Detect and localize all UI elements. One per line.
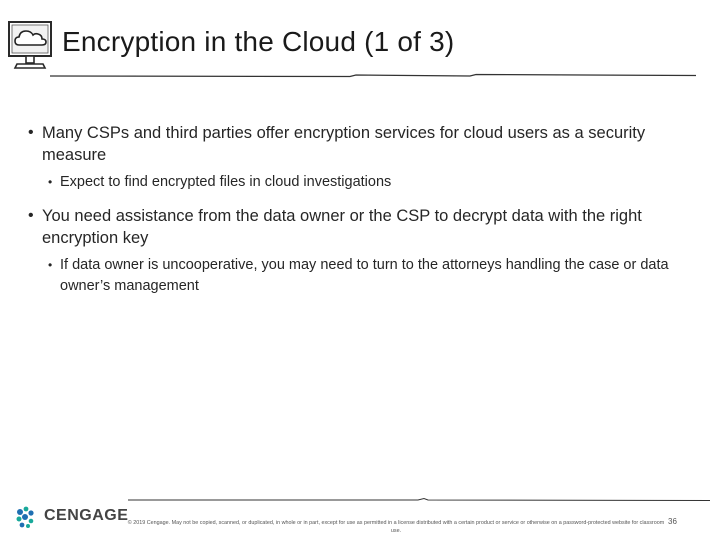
- sub-bullet-item: [48, 255, 688, 297]
- slide-title: Encryption in the Cloud (1 of 3): [62, 26, 455, 57]
- bullet-text: Many CSPs and third parties offer encryption services for cloud users as a security measure: [42, 124, 646, 164]
- sub-bullet-item: [48, 172, 688, 193]
- logo-wordmark: CENGAGE: [44, 507, 129, 524]
- footer-rule: [128, 497, 710, 503]
- bullet-marker: •: [28, 207, 34, 224]
- bullet-marker: •: [28, 124, 34, 141]
- cloud-monitor-icon: [6, 18, 56, 74]
- page-number: 36: [668, 517, 677, 526]
- sub-bullet-text: Expect to find encrypted files in cloud investigations: [60, 174, 392, 190]
- slide-body: [28, 122, 688, 297]
- sub-bullet-marker: •: [48, 175, 53, 189]
- bullet-text: You need assistance from the data owner or the CSP to decrypt data with the right encryption key: [42, 207, 642, 247]
- copyright-notice: © 2019 Cengage. May not be copied, scanned, or duplicated, in whole or in part, except for use as permitted in a license distributed with a certain product or service or otherwise on a password-protected website for classroom use.: [127, 520, 665, 534]
- sub-bullet-text: If data owner is uncooperative, you may need to turn to the attorneys handling the case or data owner’s management: [60, 257, 669, 294]
- title-underline: [50, 72, 696, 80]
- sub-bullet-marker: •: [48, 258, 53, 272]
- bullet-item: [28, 122, 688, 166]
- bullet-item: [28, 205, 688, 249]
